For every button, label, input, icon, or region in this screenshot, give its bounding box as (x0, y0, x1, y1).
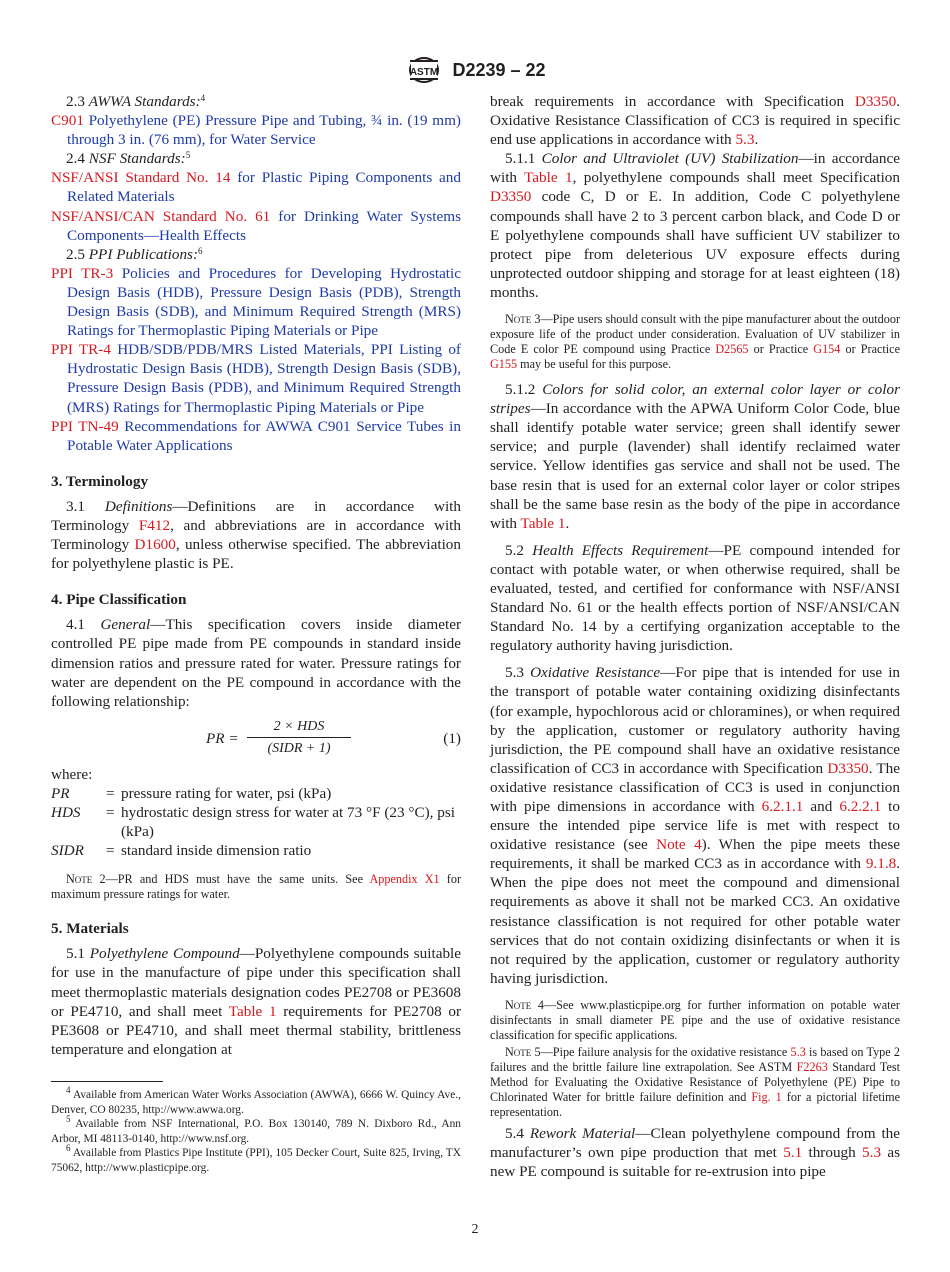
where-label: where: (51, 765, 93, 783)
variable-row: PR = pressure rating for water, psi (kPa) (51, 784, 332, 802)
link-6-2-2-1[interactable]: 6.2.2.1 (839, 798, 882, 815)
section-5-heading: 5. Materials (51, 920, 129, 938)
link-5-3[interactable]: 5.3 (735, 131, 755, 149)
link-table-1[interactable]: Table 1 (520, 514, 566, 532)
ref-nsf14 (51, 168, 461, 206)
link-g155[interactable]: G155 (490, 357, 518, 372)
link-d1600[interactable]: D1600 (134, 536, 176, 554)
ref-tr3-code-link[interactable]: PPI TR-3 (51, 264, 114, 282)
ref-tn49-title-link[interactable]: Recommendations for AWWA C901 Service Tubes in Potable Water Applications (67, 417, 461, 454)
link-g154[interactable]: G154 (813, 342, 841, 357)
equation-1 (51, 717, 461, 759)
footnote-4: $^4$ Available from American Water Works Association (AWWA), 6666 W. Quincy Ave., Denver, CO 80235, http://www.awwa.org. (51, 1084, 461, 1116)
note-3: Note 3—Pipe users should consult with the pipe manufacturer about the outdoor exposure life of the product under consideration. Evaluation of UV stabilizer in Code E color PE compound using Practice D2565 or Practice G154 or Practice G155 may be useful for this purpose. (490, 312, 901, 372)
link-fig-1[interactable]: Fig. 1 (751, 1089, 782, 1104)
link-d3350[interactable]: D3350 (827, 759, 869, 777)
link-6-2-1-1[interactable]: 6.2.1.1 (761, 798, 804, 815)
paragraph-5-1-1: 5.1.1 Color and Ultraviolet (UV) Stabilization—in accordance with Table 1, polyethylene compounds shall meet Specification D3350 code C, D or E. In addition, Code C polyethylene compounds shall have 2 to 3 percent carbon black, and Code D or E polyethylene compounds shall have sufficient UV stabilizer to protect pipe from deleterious UV exposure effects during unprotected outdoor shipping and storage for at least eighteen (18) months. (490, 150, 900, 301)
variable-row: SIDR = standard inside dimension ratio (51, 842, 312, 860)
ref-ppi-tr3 (51, 264, 461, 340)
section-4-heading: 4. Pipe Classification (51, 591, 187, 609)
link-5-3[interactable]: 5.3 (862, 1144, 882, 1162)
equation-numerator: 2 × HDS (247, 717, 351, 738)
paragraph-3-1: 3.1 Definitions—Definitions are in accordance with Terminology F412, and abbreviations are in accordance with Terminology D1600, unless otherwise specified. The abbreviation for polyethylene plastic is PE. (51, 497, 461, 573)
equation-denominator: (SIDR + 1) (267, 740, 331, 756)
page-header (0, 56, 950, 84)
footnote-6: $^6$ Available from Plastics Pipe Institute (PPI), 105 Decker Court, Suite 825, Irving, TX 75062, http://www.plasticpipe.org. (51, 1143, 461, 1174)
link-d2565[interactable]: D2565 (715, 342, 749, 357)
svg-text:ASTM: ASTM (410, 67, 439, 78)
ref-nsf61-title-link[interactable]: for Drinking Water Systems Components—Health Effects (67, 207, 461, 244)
ref-nsf14-title-link[interactable]: for Plastic Piping Components and Related Materials (67, 169, 461, 206)
note-2: Note 2—PR and HDS must have the same units. See Appendix X1 for maximum pressure ratings for water. (51, 872, 462, 902)
link-5-3[interactable]: 5.3 (790, 1044, 806, 1059)
link-9-1-8[interactable]: 9.1.8 (865, 855, 897, 873)
paragraph-5-4: 5.4 Rework Material—Clean polyethylene compound from the manufacturer’s own pipe production that met 5.1 through 5.3 as new PE compound is suitable for re-extrusion into pipe (490, 1124, 901, 1181)
link-note-4[interactable]: Note 4 (656, 836, 702, 854)
paragraph-5-1: 5.1 Polyethylene Compound—Polyethylene compounds suitable for use in the manufacture of pipe under this specification shall meet thermoplastic materials designation codes PE2708 or PE3608 or PE4710, and shall meet Table 1 requirements for PE2708 or PE3608 or PE4710, and shall meet thermal stability, brittleness temperature and elongation at (51, 945, 462, 1058)
variable-definitions (51, 784, 461, 860)
ref-nsf14-code-link[interactable]: NSF/ANSI Standard No. 14 (51, 169, 231, 187)
link-appendix-x1[interactable]: Appendix X1 (369, 872, 440, 887)
ref-tr4-title-link[interactable]: HDB/SDB/PDB/MRS Listed Materials, PPI Listing of Hydrostatic Design Basis (HDB), Strength Design Basis (SDB), Pressure Design Basis (PDB), and Minimum Required Strength (MRS) Ratings for Thermoplastic Piping Materials or Pipe (67, 341, 461, 416)
section-2-3-heading: 2.3 AWWA Standards:$^4$ (66, 93, 206, 110)
link-f412[interactable]: F412 (138, 516, 171, 534)
paragraph-4-1: 4.1 General—This specification covers inside diameter controlled PE pipe made from PE compounds in standard inside dimension ratios and pressure rated for water. Pressure ratings for water are dependent on the PE compound in accordance with the following relationship: (51, 616, 461, 710)
page-number: 2 (471, 1222, 479, 1237)
paragraph-5-3: 5.3 Oxidative Resistance—For pipe that is intended for use in the transport of potable water containing oxidizing disinfectants (for example, hypochlorous acid or chloramines), or when required by the application, customer or regulatory authority having jurisdiction, the PE compound shall have an oxidative resistance classification of CC3 in accordance with Specification D3350. The oxidative resistance classification of CC3 is used in conjunction with pipe dimensions in accordance with 6.2.1.1 and 6.2.2.1 to ensure the intended pipe service life is met with respect to oxidative resistance (see Note 4). When the pipe meets these requirements, it shall be marked CC3 as in accordance with 9.1.8. When the pipe does not meet the compound and dimensional requirements as above it shall not be marked CC3. An oxidative resistance classification is not required for other potable water services that do not contain oxidizing disinfectants or when it is not required by the application, customer or regulatory authority having jurisdiction. (490, 664, 901, 987)
paragraph-5-1-2: 5.1.2 Colors for solid color, an external color layer or color stripes—In accordance with the APWA Uniform Color Code, blue shall identify potable water service; green shall identify sewer service; and purple (lavender) shall identify reclaimed water service. Yellow identifies gas service and shall not be used. The base resin that is used for an external color layer or color stripes shall be the same base resin as the body of the pipe in accordance with Table 1. (490, 381, 900, 532)
footnote-divider (51, 1081, 163, 1082)
footnote-5: $^5$ Available from NSF International, P.O. Box 130140, 789 N. Dixboro Rd., Ann Arbor, MI 48113-0140, http://www.nsf.org. (51, 1114, 461, 1145)
ref-nsf61 (51, 207, 461, 245)
equation-number: (1) (443, 729, 461, 747)
right-column (490, 92, 900, 1181)
standard-number: D2239 – 22 (452, 59, 546, 80)
ref-ppi-tn49 (51, 417, 461, 455)
variable-row: HDS = hydrostatic design stress for water at 73 °F (23 °C), psi (kPa) (51, 804, 455, 841)
paragraph-5-1-continued: break requirements in accordance with Specification D3350. Oxidative Resistance Classification of CC3 is required in specific end use applications in accordance with 5.3. (490, 93, 900, 149)
ref-nsf61-code-link[interactable]: NSF/ANSI/CAN Standard No. 61 (51, 207, 271, 225)
paragraph-5-2: 5.2 Health Effects Requirement—PE compound intended for contact with potable water, or when otherwise required, shall be evaluated, tested, and certified for conformance with NSF/ANSI Standard No. 61 or the health effects portion of NSF/ANSI/CAN Standard No. 14 by a certifying organization acceptable to the regulatory authority having jurisdiction. (490, 541, 900, 655)
link-d3350[interactable]: D3350 (854, 93, 897, 110)
section-3-heading: 3. Terminology (51, 472, 149, 490)
section-2-5-heading: 2.5 PPI Publications:$^6$ (66, 245, 203, 263)
link-table-1[interactable]: Table 1 (524, 169, 573, 187)
ref-c901-title-link[interactable]: Polyethylene (PE) Pressure Pipe and Tubing, ¾ in. (19 mm) through 3 in. (76 mm), for Water Service (67, 112, 461, 149)
link-5-1[interactable]: 5.1 (783, 1144, 803, 1162)
ref-tr3-title-link[interactable]: Policies and Procedures for Developing Hydrostatic Design Basis (HDB), Pressure Design Basis (PDB), Strength Design Basis (SDB), and Minimum Required Strength (MRS) Ratings for Thermoplastic Piping Materials or Pipe (67, 264, 461, 340)
note-5: Note 5—Pipe failure analysis for the oxidative resistance 5.3 is based on Type 2 failures and the brittle failure line extrapolation. See ASTM F2263 Standard Test Method for Evaluating the Oxidative Resistance of Polyethylene (PE) Pipe to Chlorinated Water for brittle failure definition and Fig. 1 for a pictorial lifetime representation. (490, 1044, 900, 1119)
astm-logo-icon (404, 56, 444, 84)
note-4: Note 4—See www.plasticpipe.org for further information on potable water disinfectants in small diameter PE pipe and the use of oxidative resistance classification for specific applications. (490, 997, 900, 1042)
equation-lhs: PR = (206, 729, 239, 747)
section-2-4-heading: 2.4 NSF Standards:$^5$ (66, 150, 191, 168)
equation-fraction (247, 717, 351, 758)
left-column (51, 92, 461, 1176)
link-f2263[interactable]: F2263 (796, 1059, 828, 1074)
link-d3350[interactable]: D3350 (490, 188, 532, 206)
ref-c901-code-link[interactable]: C901 (51, 112, 84, 130)
ref-c901 (51, 111, 461, 149)
ref-ppi-tr4 (51, 340, 461, 416)
ref-tr4-code-link[interactable]: PPI TR-4 (51, 341, 111, 359)
link-table-1[interactable]: Table 1 (228, 1002, 277, 1020)
ref-tn49-code-link[interactable]: PPI TN-49 (51, 417, 119, 435)
